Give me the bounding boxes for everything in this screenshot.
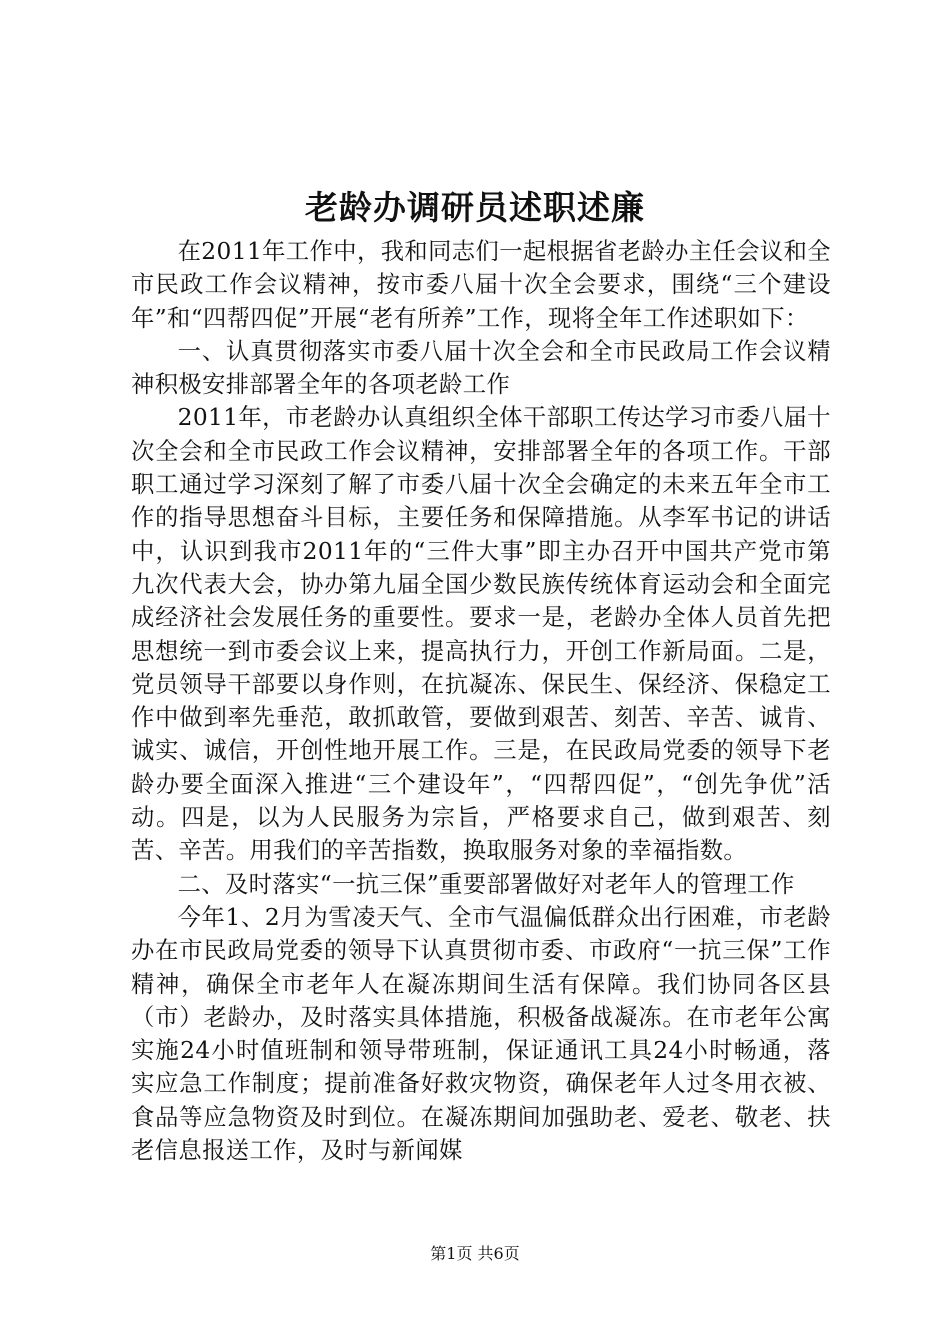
paragraph-section-2: 今年1、2月为雪凌天气、全市气温偏低群众出行困难，市老龄办在市民政局党委的领导下认真贯彻市委、市政府“一抗三保”工作精神，确保全市老年人在凝冻期间生活有保障。我们协同各区县（市）老龄办，及时落实具体措施，积极备战凝冻。在市老年公寓实施24小时值班制和领导带班制，保证通讯工具24小时畅通，落实应急工作制度；提前准备好救灾物资，确保老年人过冬用衣被、食品等应急物资及时到位。在凝冻期间加强助老、爱老、敬老、扶老信息报送工作，及时与新闻媒 bbox=[131, 903, 831, 1165]
paragraph-section-1: 2011年，市老龄办认真组织全体干部职工传达学习市委八届十次全会和全市民政工作会议精神，安排部署全年的各项工作。干部职工通过学习深刻了解了市委八届十次全会确定的未来五年全市工作的指导思想奋斗目标，主要任务和保障措施。从李军书记的讲话中，认识到我市2011年的“三件大事”即主办召开中国共产党市第九次代表大会，协办第九届全国少数民族传统体育运动会和全面完成经济社会发展任务的重要性。要求一是，老龄办全体人员首先把思想统一到市委会议上来，提高执行力，开创工作新局面。二是，党员领导干部要以身作则，在抗凝冻、保民生、保经济、保稳定工作中做到率先垂范，敢抓敢管，要做到艰苦、刻苦、辛苦、诚肯、诚实、诚信，开创性地开展工作。三是，在民政局党委的领导下老龄办要全面深入推进“三个建设年”，“四帮四促”，“创先争优”活动。四是，以为人民服务为宗旨，严格要求自己，做到艰苦、刻苦、辛苦。用我们的辛苦指数，换取服务对象的幸福指数。 bbox=[131, 404, 831, 865]
document-title: 老龄办调研员述职述廉 bbox=[305, 188, 645, 227]
paragraph-intro: 在2011年工作中，我和同志们一起根据省老龄办主任会议和全市民政工作会议精神，按市委八届十次全会要求，围绕“三个建设年”和“四帮四促”开展“老有所养”工作，现将全年工作述职如下： bbox=[131, 238, 831, 332]
document-body bbox=[131, 235, 831, 1167]
section-heading-2: 二、及时落实“一抗三保”重要部署做好对老年人的管理工作 bbox=[177, 870, 795, 898]
section-heading-1: 一、认真贯彻落实市委八届十次全会和全市民政局工作会议精神积极安排部署全年的各项老龄工作 bbox=[131, 337, 831, 399]
page-footer: 第1页 共6页 bbox=[430, 1244, 520, 1263]
